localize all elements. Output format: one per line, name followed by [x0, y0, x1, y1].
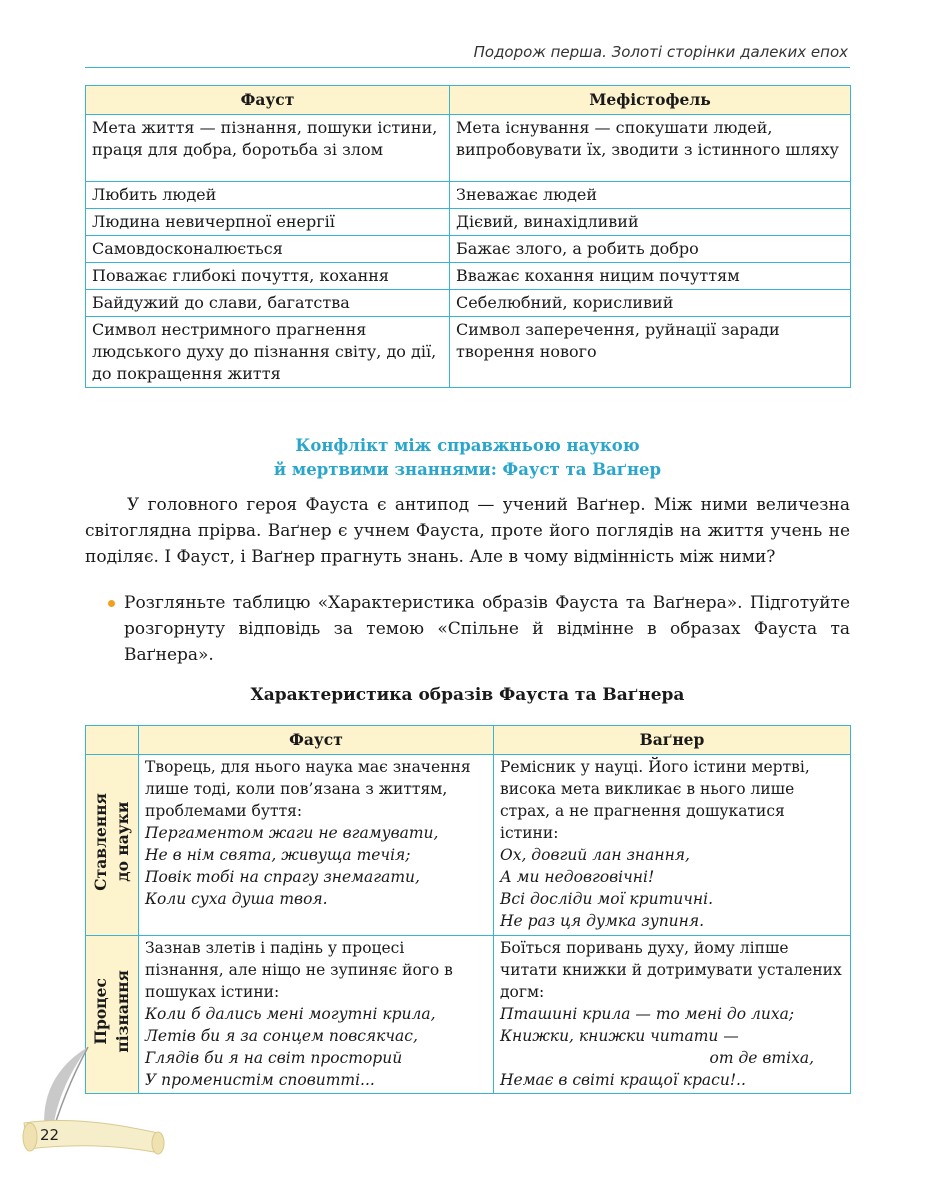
column-header-faust: Фауст: [86, 86, 450, 115]
poem-line: Летів би я за сонцем повсякчас,: [145, 1027, 418, 1045]
table-cell: Дієвий, винахідливий: [450, 209, 851, 236]
table-cell: Мета життя — пізнання, пошуки істини, праця для добра, боротьба зі злом: [86, 115, 450, 182]
poem-line: Коли суха душа твоя.: [145, 890, 328, 908]
table-row: [86, 115, 851, 182]
section-title-line1: Конфлікт між справжньою наукою: [295, 436, 640, 455]
label-line: пізнання: [113, 970, 132, 1053]
table-row: [86, 936, 851, 1094]
task-text: Розгляньте таблицю «Характеристика образів Фауста та Ваґнера». Підготуйте розгорнуту відповідь за темою «Спільне й відмінне в образах Фауста та Ваґнера».: [124, 593, 850, 665]
cell-text: Боїться поривань духу, йому ліпше читати книжки й дотримувати усталених догм:: [500, 939, 842, 1001]
row-header-label: [90, 970, 134, 1053]
poem-line: Немає в світі кращої краси!..: [500, 1071, 746, 1089]
poem-line: Книжки, книжки читати —: [500, 1027, 739, 1045]
quill-scroll-icon: [18, 1045, 168, 1165]
table-cell: Символ заперечення, руйнації заради творення нового: [450, 317, 851, 388]
table2-title: Характеристика образів Фауста та Ваґнера: [250, 685, 685, 705]
page-number: 22: [40, 1126, 60, 1144]
poem-line: Повік тобі на спрагу знемагати,: [145, 868, 420, 886]
table-row: [86, 182, 851, 209]
row-header-attitude: [86, 755, 139, 936]
table-row: [86, 755, 851, 936]
faust-mephistopheles-table: [85, 85, 851, 388]
poem-line: Глядів би я на світ просторий: [145, 1049, 403, 1067]
wagner-cell: [494, 755, 851, 936]
table-row: [86, 317, 851, 388]
poem-line: А ми недовговічні!: [500, 868, 655, 886]
column-header-wagner: Ваґнер: [494, 726, 851, 755]
label-line: Ставлення: [91, 793, 110, 891]
table-row: [86, 209, 851, 236]
cell-text: Творець, для нього наука має значення лише тоді, коли пов’язана з життям, проблемами буття:: [145, 758, 471, 820]
label-line: Процес: [91, 978, 110, 1045]
faust-cell: [139, 755, 494, 936]
faust-wagner-table: [85, 725, 851, 1094]
table-row: [86, 290, 851, 317]
bullet-dot-icon: [108, 600, 115, 607]
faust-cell: [139, 936, 494, 1094]
poem-line: от де втіха,: [709, 1049, 814, 1067]
task-bullet: [100, 590, 850, 668]
table-cell: Мета існування — спокушати людей, випробовувати їх, зводити з істинного шляху: [450, 115, 851, 182]
table-cell: Зневажає людей: [450, 182, 851, 209]
table-cell: Любить людей: [86, 182, 450, 209]
poem-line: У променистім сповитті...: [145, 1071, 375, 1089]
page-header: [85, 41, 850, 68]
table-cell: Символ нестримного прагнення людського духу до пізнання світу, до дії, до покращення життя: [86, 317, 450, 388]
table-cell: Поважає глибокі почуття, кохання: [86, 263, 450, 290]
table-cell: Себелюбний, корисливий: [450, 290, 851, 317]
section-title-line2: й мертвими знаннями: Фауст та Ваґнер: [273, 460, 662, 479]
cell-text: Ремісник у науці. Його істини мертві, висока мета викликає в нього лише страх, а не прагнення дошукатися істини:: [500, 758, 810, 842]
poem-line: Не в нім свята, живуща течія;: [145, 846, 411, 864]
table-cell: Вважає кохання ницим почуттям: [450, 263, 851, 290]
table-header-row: [86, 86, 851, 115]
poem-line: Пергаментом жаги не вгамувати,: [145, 824, 439, 842]
running-title: Подорож перша. Золоті сторінки далеких епох: [473, 43, 848, 61]
poem-line: Коли б дались мені могутні крила,: [145, 1005, 436, 1023]
label-line: до науки: [113, 801, 132, 883]
poem-line: Всі досліди мої критичні.: [500, 890, 713, 908]
table-cell: Байдужий до слави, багатства: [86, 290, 450, 317]
column-header-faust: Фауст: [139, 726, 494, 755]
table-row: [86, 263, 851, 290]
column-header-mephistopheles: Мефістофель: [450, 86, 851, 115]
cell-text: Зазнав злетів і падінь у процесі пізнання, але ніщо не зупиняє його в пошуках істини:: [145, 939, 453, 1001]
table-cell: Людина невичерпної енергії: [86, 209, 450, 236]
poem-line: Пташині крила — то мені до лиха;: [500, 1005, 795, 1023]
poem-line: Ох, довгий лан знання,: [500, 846, 690, 864]
row-header-label: [90, 793, 134, 891]
table-header-row: [86, 726, 851, 755]
table-cell: Самовдосконалюється: [86, 236, 450, 263]
wagner-cell: [494, 936, 851, 1094]
section-title: [85, 434, 850, 482]
corner-cell: [86, 726, 139, 755]
intro-paragraph: У головного героя Фауста є антипод — учений Ваґнер. Між ними величезна світоглядна прірва. Ваґнер є учнем Фауста, проте його поглядів на життя учень не поділяє. І Фауст, і Ваґнер прагнуть знань. Але в чому відмінність між ними?: [85, 495, 850, 567]
table-cell: Бажає злого, а робить добро: [450, 236, 851, 263]
table-row: [86, 236, 851, 263]
poem-line: Не раз ця думка зупиня.: [500, 912, 705, 930]
